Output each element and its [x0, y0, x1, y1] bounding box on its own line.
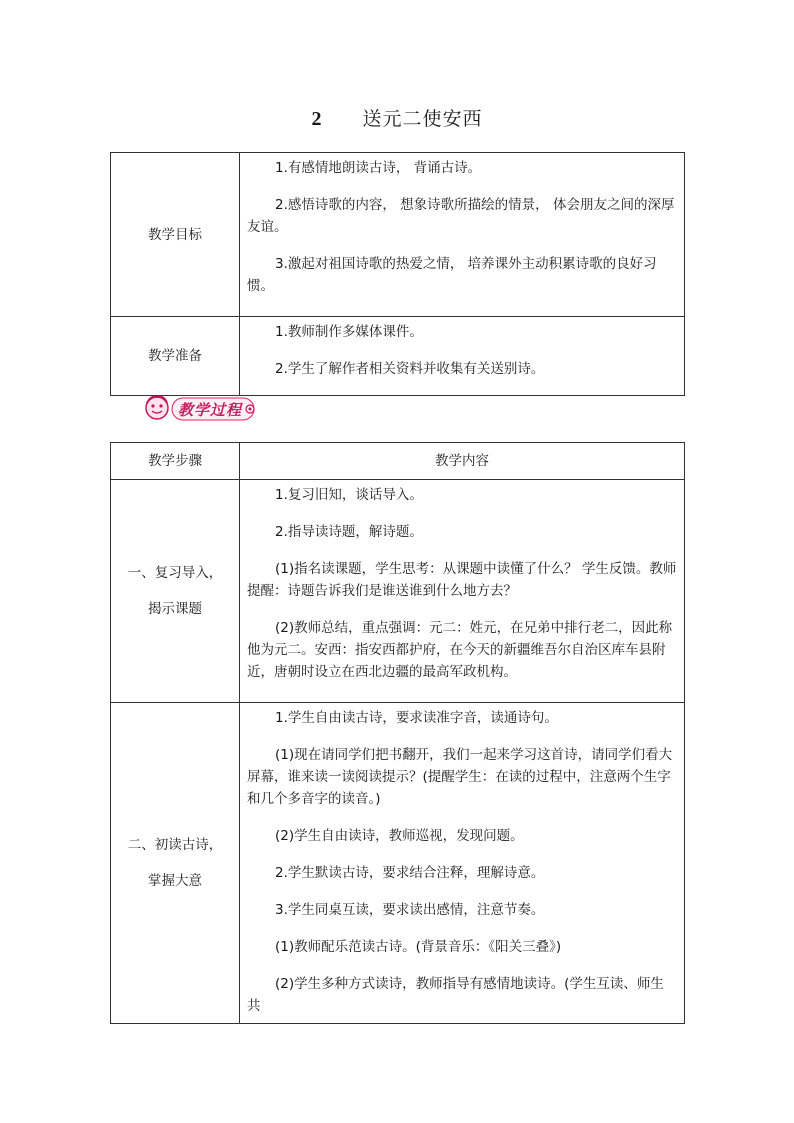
table-row	[111, 317, 685, 396]
content-line: (1)现在请同学们把书翻开，我们一起来学习这首诗，请同学们看大屏幕，谁来读一读阅读提示？(提醒学生：在读的过程中，注意两个生字和几个多音字的读音。)	[247, 747, 673, 807]
process-table	[110, 442, 685, 1024]
table-header-row	[111, 443, 685, 480]
step-label	[111, 703, 240, 1024]
content-line: 2.感悟诗歌的内容， 想象诗歌所描绘的情景， 体会朋友之间的深厚友谊。	[247, 197, 675, 235]
table-row	[111, 480, 685, 703]
lesson-number: 2	[311, 108, 323, 130]
page-title	[0, 104, 794, 131]
goals-table	[110, 152, 685, 396]
badge-label: 教学过程	[178, 401, 243, 419]
lesson-title: 送元二使安西	[362, 108, 483, 130]
content-line: 3.激起对祖国诗歌的热爱之情， 培养课外主动积累诗歌的良好习惯。	[247, 256, 657, 294]
step-content	[240, 703, 685, 1024]
row-label: 教学准备	[111, 317, 240, 396]
content-line: 2.学生了解作者相关资料并收集有关送别诗。	[275, 361, 545, 377]
step-label	[111, 480, 240, 703]
table-row	[111, 703, 685, 1024]
step-content	[240, 480, 685, 703]
content-line: 1.教师制作多媒体课件。	[275, 324, 423, 340]
step-label-line: 二、初读古诗，	[127, 837, 223, 853]
content-line: 3.学生同桌互读，要求读出感情，注意节奏。	[275, 902, 545, 918]
content-line: (1)教师配乐范读古诗。(背景音乐：《阳关三叠》)	[275, 939, 562, 955]
header-content: 教学内容	[240, 443, 685, 480]
teaching-process-badge	[142, 394, 260, 424]
content-line: (2)教师总结，重点强调：元二：姓元，在兄弟中排行老二，因此称他为元二。安西：指安西都护府，在今天的新疆维吾尔自治区库车县附近，唐朝时设立在西北边疆的最高军政机构。	[247, 620, 673, 680]
content-line: (1)指名读课题，学生思考：从课题中读懂了什么？ 学生反馈。教师提醒：诗题告诉我们是谁送谁到什么地方去？	[247, 561, 677, 599]
header-steps: 教学步骤	[111, 443, 240, 480]
content-line: 2.指导读诗题，解诗题。	[275, 524, 423, 540]
content-line: 1.有感情地朗读古诗， 背诵古诗。	[275, 160, 482, 176]
step-label-line: 揭示课题	[148, 601, 202, 617]
row-content	[240, 317, 685, 396]
content-line: 1.学生自由读古诗，要求读准字音，读通诗句。	[275, 710, 558, 726]
row-content	[240, 153, 685, 317]
content-line: (2)学生多种方式读诗，教师指导有感情地读诗。(学生互读、师生共	[247, 976, 664, 1014]
step-label-line: 一、复习导入，	[127, 565, 223, 581]
table-row	[111, 153, 685, 317]
content-line: 2.学生默读古诗，要求结合注释，理解诗意。	[275, 865, 545, 881]
content-line: 1.复习旧知，谈话导入。	[275, 487, 423, 503]
row-label: 教学目标	[111, 153, 240, 317]
content-line: (2)学生自由读诗，教师巡视，发现问题。	[275, 828, 524, 844]
step-label-line: 掌握大意	[148, 873, 202, 889]
